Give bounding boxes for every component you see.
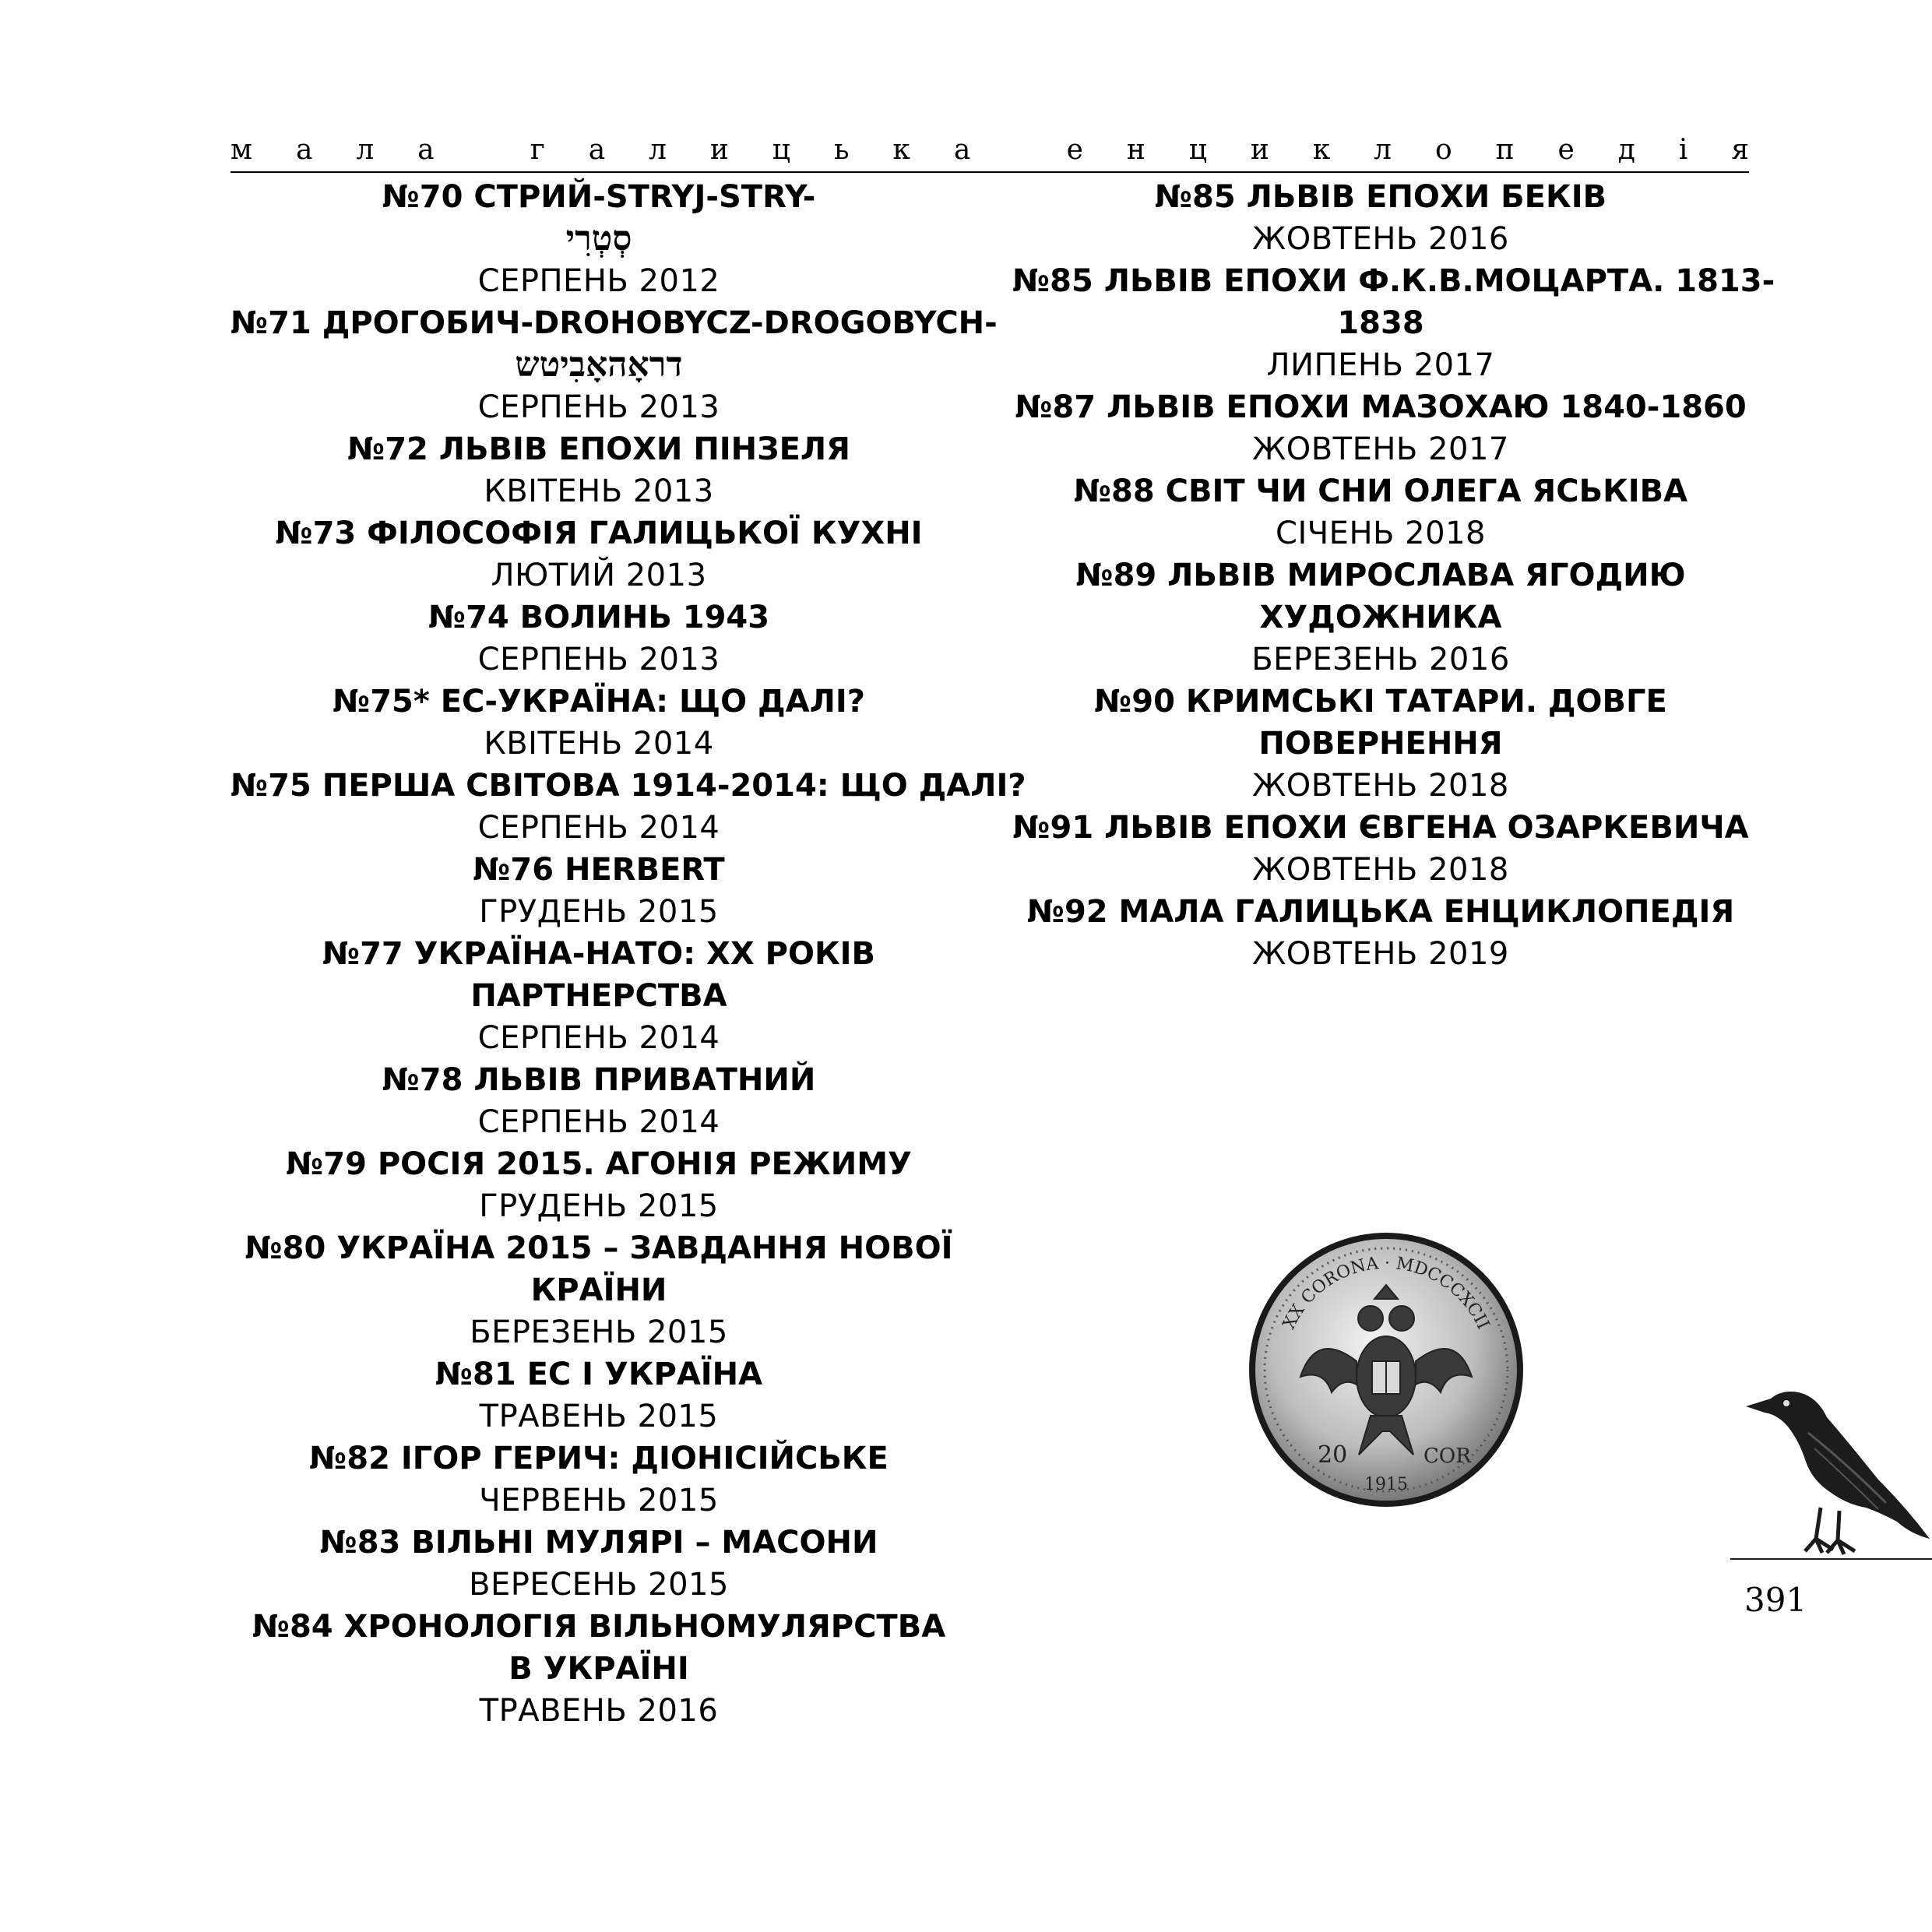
- entry-date: БЕРЕЗЕНЬ 2016: [1251, 642, 1510, 677]
- entry-date: ЖОВТЕНЬ 2016: [1252, 221, 1509, 257]
- entry-title: №76 HERBERT: [473, 852, 725, 888]
- entry-title: №75 ПЕРША СВІТОВА 1914-2014: ЩО ДАЛІ?: [231, 768, 1026, 804]
- entry-date: СЕРПЕНЬ 2014: [477, 1020, 720, 1056]
- entry-title: №73 ФІЛОСОФІЯ ГАЛИЦЬКОЇ КУХНІ: [275, 516, 923, 551]
- crow-image: [1730, 1355, 1932, 1573]
- entry-date: ЛЮТИЙ 2013: [491, 558, 707, 593]
- entry-date: ТРАВЕНЬ 2015: [479, 1399, 719, 1434]
- entry-date: ЛИПЕНЬ 2017: [1266, 347, 1495, 383]
- catalog-entry: [231, 1143, 967, 1227]
- running-head-letter: л: [1374, 134, 1392, 166]
- entry-date: КВІТЕНЬ 2013: [484, 473, 714, 509]
- entry-title: ПАРТНЕРСТВА: [470, 978, 727, 1014]
- entry-date: ЖОВТЕНЬ 2018: [1252, 768, 1509, 804]
- running-head-letter: н: [1126, 134, 1145, 166]
- catalog-entry: [231, 1353, 967, 1438]
- running-head-letter: и: [1250, 134, 1269, 166]
- catalog-entry: [231, 176, 967, 302]
- coin-denomination: COR: [1423, 1445, 1471, 1468]
- page-number: 391: [1744, 1581, 1807, 1619]
- catalog-entry: [231, 681, 967, 765]
- catalog-entry: [1012, 176, 1749, 260]
- entry-title: 1838: [1337, 305, 1424, 341]
- catalog-entry: [231, 596, 967, 681]
- entry-title: №91 ЛЬВІВ ЕПОХИ ЄВГЕНА ОЗАРКЕВИЧА: [1012, 810, 1749, 846]
- entry-date: БЕРЕЗЕНЬ 2015: [470, 1314, 728, 1350]
- entry-title: №85 ЛЬВІВ ЕПОХИ Ф.К.В.МОЦАРТА. 1813-: [1012, 263, 1775, 299]
- entry-title: №78 ЛЬВІВ ПРИВАТНИЙ: [382, 1062, 816, 1098]
- coin-year: 1915: [1364, 1475, 1408, 1494]
- catalog-entry: [1012, 807, 1749, 891]
- catalog-entry: [231, 765, 1026, 849]
- entry-title: №80 УКРАЇНА 2015 – ЗАВДАННЯ НОВОЇ: [245, 1230, 953, 1266]
- entry-date: ЖОВТЕНЬ 2019: [1252, 936, 1509, 972]
- running-head-letter: і: [1678, 134, 1688, 166]
- entry-date: ВЕРЕСЕНЬ 2015: [469, 1567, 729, 1603]
- entry-title: №81 ЕС І УКРАЇНА: [435, 1357, 763, 1392]
- catalog-entry: [231, 849, 967, 933]
- catalog-entry: [231, 1522, 967, 1606]
- entry-date: КВІТЕНЬ 2014: [484, 726, 714, 762]
- running-head-letter: а: [417, 134, 435, 166]
- running-head-letter: к: [1312, 134, 1331, 166]
- entry-title: ПОВЕРНЕННЯ: [1258, 726, 1503, 762]
- running-head-letter: п: [1495, 134, 1515, 166]
- running-head-letter: ь: [833, 134, 850, 166]
- catalog-entry: [231, 512, 967, 596]
- running-head-letter: л: [356, 134, 375, 166]
- entry-title: №83 ВІЛЬНІ МУЛЯРІ – МАСОНИ: [319, 1525, 878, 1561]
- entry-date: ЖОВТЕНЬ 2018: [1252, 852, 1509, 888]
- entry-date: ГРУДЕНЬ 2015: [479, 1188, 719, 1224]
- catalog-entry: [231, 302, 998, 428]
- running-head-letter: [478, 134, 487, 166]
- entry-date: ЧЕРВЕНЬ 2015: [479, 1483, 719, 1519]
- entry-title: №72 ЛЬВІВ ЕПОХИ ПІНЗЕЛЯ: [347, 431, 850, 467]
- entry-title: №92 МАЛА ГАЛИЦЬКА ЕНЦИКЛОПЕДІЯ: [1026, 894, 1735, 930]
- running-head-letter: е: [1557, 134, 1575, 166]
- entry-date: СЕРПЕНЬ 2013: [477, 389, 720, 425]
- catalog-entry: [1012, 470, 1749, 554]
- entry-title: №88 СВІТ ЧИ СНИ ОЛЕГА ЯСЬКІВА: [1073, 473, 1688, 509]
- coin-value: 20: [1318, 1441, 1348, 1469]
- entry-title: №79 РОСІЯ 2015. АГОНІЯ РЕЖИМУ: [286, 1146, 912, 1182]
- catalog-entry: [1012, 554, 1749, 681]
- coin-image: [1246, 1229, 1526, 1511]
- catalog-entry: [231, 1059, 967, 1143]
- right-column: [1012, 176, 1775, 975]
- catalog-entry: [1012, 891, 1749, 975]
- entry-title: №82 ІГОР ГЕРИЧ: ДІОНІСІЙСЬКЕ: [309, 1441, 889, 1476]
- catalog-entry: [231, 1606, 967, 1732]
- entry-date: ТРАВЕНЬ 2016: [479, 1693, 719, 1729]
- catalog-entry: [1012, 681, 1749, 807]
- catalog-entry: [231, 933, 967, 1059]
- running-head-letter: м: [231, 134, 253, 166]
- entry-title: №70 СТРИЙ-STRYJ-STRY-: [382, 179, 816, 215]
- catalog-entry: [1012, 386, 1749, 470]
- left-column: [231, 176, 1026, 1732]
- running-head-letter: е: [1066, 134, 1083, 166]
- running-head-letter: и: [709, 134, 729, 166]
- entry-hebrew-title: סְטְרִי: [565, 219, 632, 259]
- running-head-letter: л: [649, 134, 667, 166]
- running-head-letter: я: [1731, 134, 1749, 166]
- entry-date: СЕРПЕНЬ 2012: [477, 263, 720, 299]
- running-head-letter: ц: [1188, 134, 1207, 166]
- entry-date: СЕРПЕНЬ 2014: [477, 810, 720, 846]
- running-head-letter: д: [1617, 134, 1635, 166]
- running-head-letter: ц: [772, 134, 790, 166]
- entry-date: ГРУДЕНЬ 2015: [479, 894, 719, 930]
- running-head-letter: а: [295, 134, 313, 166]
- running-head-letter: а: [953, 134, 971, 166]
- catalog-entry: [1012, 260, 1775, 386]
- running-head-letter: к: [892, 134, 910, 166]
- entry-hebrew-title: דראָהאָבִיטש: [515, 345, 683, 385]
- catalog-entry: [231, 428, 967, 512]
- coin-top-legend: XX CORONA · MDCCCXCII: [1279, 1253, 1494, 1332]
- entry-title: №87 ЛЬВІВ ЕПОХИ МАЗОХАЮ 1840-1860: [1015, 389, 1747, 425]
- running-head-letter: [1014, 134, 1022, 166]
- entry-date: СЕРПЕНЬ 2014: [477, 1104, 720, 1140]
- header-rule: [231, 171, 1749, 173]
- entry-title: №85 ЛЬВІВ ЕПОХИ БЕКІВ: [1154, 179, 1607, 215]
- catalog-entry: [231, 1438, 967, 1522]
- entry-title: №89 ЛЬВІВ МИРОСЛАВА ЯГОДИЮ: [1075, 558, 1686, 593]
- entry-title: №90 КРИМСЬКІ ТАТАРИ. ДОВГЕ: [1094, 684, 1667, 720]
- entry-title: ХУДОЖНИКА: [1259, 600, 1502, 635]
- entry-title: В УКРАЇНІ: [509, 1651, 689, 1687]
- entry-date: ЖОВТЕНЬ 2017: [1252, 431, 1509, 467]
- running-head-letter: о: [1434, 134, 1452, 166]
- entry-title: №84 ХРОНОЛОГІЯ ВІЛЬНОМУЛЯРСТВА: [252, 1609, 946, 1645]
- running-head-letter: г: [530, 134, 545, 166]
- entry-title: №75* ЕС-УКРАЇНА: ЩО ДАЛІ?: [333, 684, 865, 720]
- running-head-letter: а: [588, 134, 606, 166]
- entry-date: СЕРПЕНЬ 2013: [477, 642, 720, 677]
- running-head: [231, 134, 1749, 166]
- entry-date: СІЧЕНЬ 2018: [1276, 516, 1486, 551]
- entry-title: №77 УКРАЇНА-НАТО: XX РОКІВ: [322, 936, 876, 972]
- entry-title: №71 ДРОГОБИЧ-DROHOBYCZ-DROGOBYCH-: [231, 305, 998, 341]
- catalog-entry: [231, 1227, 967, 1353]
- entry-title: №74 ВОЛИНЬ 1943: [428, 600, 770, 635]
- entry-title: КРАЇНИ: [530, 1272, 667, 1308]
